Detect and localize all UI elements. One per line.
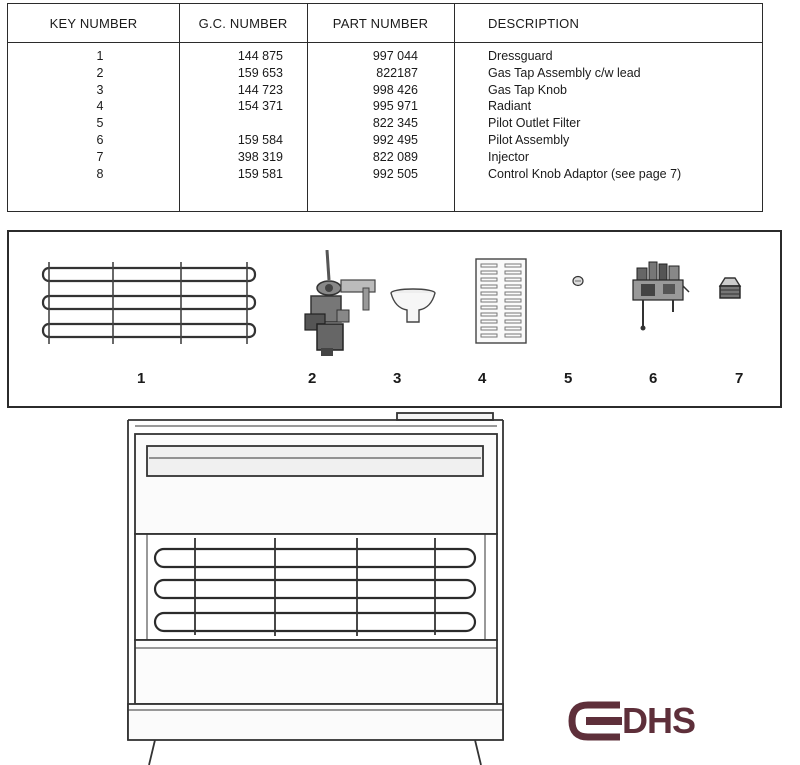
table-row <box>8 167 762 184</box>
gc-number-cell: 398 319 <box>237 149 283 164</box>
gas-tap-knob-icon <box>389 288 437 326</box>
component-label: 3 <box>393 370 402 387</box>
dhs-logo-icon <box>568 700 624 742</box>
part-number-cell: 992 495 <box>372 132 418 147</box>
table-row <box>8 99 762 116</box>
part-number-cell: 998 426 <box>372 82 418 97</box>
gc-number-cell: 144 723 <box>237 82 283 97</box>
component-label: 6 <box>649 370 658 387</box>
description-cell: Pilot Assembly <box>488 132 570 147</box>
component-label: 4 <box>478 370 487 387</box>
part-number-cell: 992 505 <box>372 166 418 181</box>
part-number-cell: 822 089 <box>372 149 418 164</box>
part-number-cell: 997 044 <box>372 49 418 63</box>
table-row <box>8 133 762 150</box>
part-number-cell: 995 971 <box>372 99 418 114</box>
key-number-cell: 5 <box>96 116 104 131</box>
table-row <box>8 66 762 83</box>
table-row <box>8 49 762 66</box>
header-gc-number: G.C. NUMBER <box>198 16 288 31</box>
gas-tap-assembly-icon <box>297 250 389 358</box>
component-label: 5 <box>564 370 573 387</box>
description-cell: Injector <box>488 149 529 164</box>
parts-table <box>7 3 763 212</box>
gc-number-cell: 144 875 <box>237 49 283 63</box>
gc-number-cell: 159 653 <box>237 65 283 80</box>
heater-assembly-drawing <box>115 410 515 765</box>
table-body <box>8 49 762 183</box>
part-number-cell: 822187 <box>376 65 418 80</box>
header-key-number: KEY NUMBER <box>49 16 138 31</box>
description-cell: Control Knob Adaptor (see page 7) <box>488 166 682 181</box>
part-number-cell: 822 345 <box>372 116 418 131</box>
pilot-outlet-filter-icon <box>571 274 585 288</box>
components-panel <box>7 230 782 408</box>
description-cell: Dressguard <box>488 49 553 63</box>
dressguard-icon <box>35 260 263 346</box>
key-number-cell: 4 <box>96 99 104 114</box>
component-label: 7 <box>735 370 744 387</box>
table-row <box>8 116 762 133</box>
header-part-number: PART NUMBER <box>332 16 429 31</box>
header-description: DESCRIPTION <box>488 16 580 31</box>
table-row <box>8 150 762 167</box>
injector-icon <box>717 276 743 302</box>
key-number-cell: 8 <box>96 166 104 181</box>
component-label: 2 <box>308 370 317 387</box>
gc-number-cell: 154 371 <box>237 99 283 114</box>
logo-text: DHS <box>622 700 696 741</box>
table-row <box>8 83 762 100</box>
key-number-cell: 6 <box>96 132 104 147</box>
description-cell: Gas Tap Assembly c/w lead <box>488 65 641 80</box>
component-label: 1 <box>137 370 146 387</box>
pilot-assembly-icon <box>627 256 693 332</box>
key-number-cell: 7 <box>96 149 104 164</box>
key-number-cell: 2 <box>96 65 104 80</box>
gc-number-cell: 159 581 <box>237 166 283 181</box>
header-divider <box>8 42 762 43</box>
radiant-icon <box>475 258 527 344</box>
key-number-cell: 3 <box>96 82 104 97</box>
description-cell: Radiant <box>488 99 532 114</box>
description-cell: Pilot Outlet Filter <box>488 116 581 131</box>
key-number-cell: 1 <box>96 49 104 63</box>
gc-number-cell: 159 584 <box>237 132 283 147</box>
description-cell: Gas Tap Knob <box>488 82 567 97</box>
